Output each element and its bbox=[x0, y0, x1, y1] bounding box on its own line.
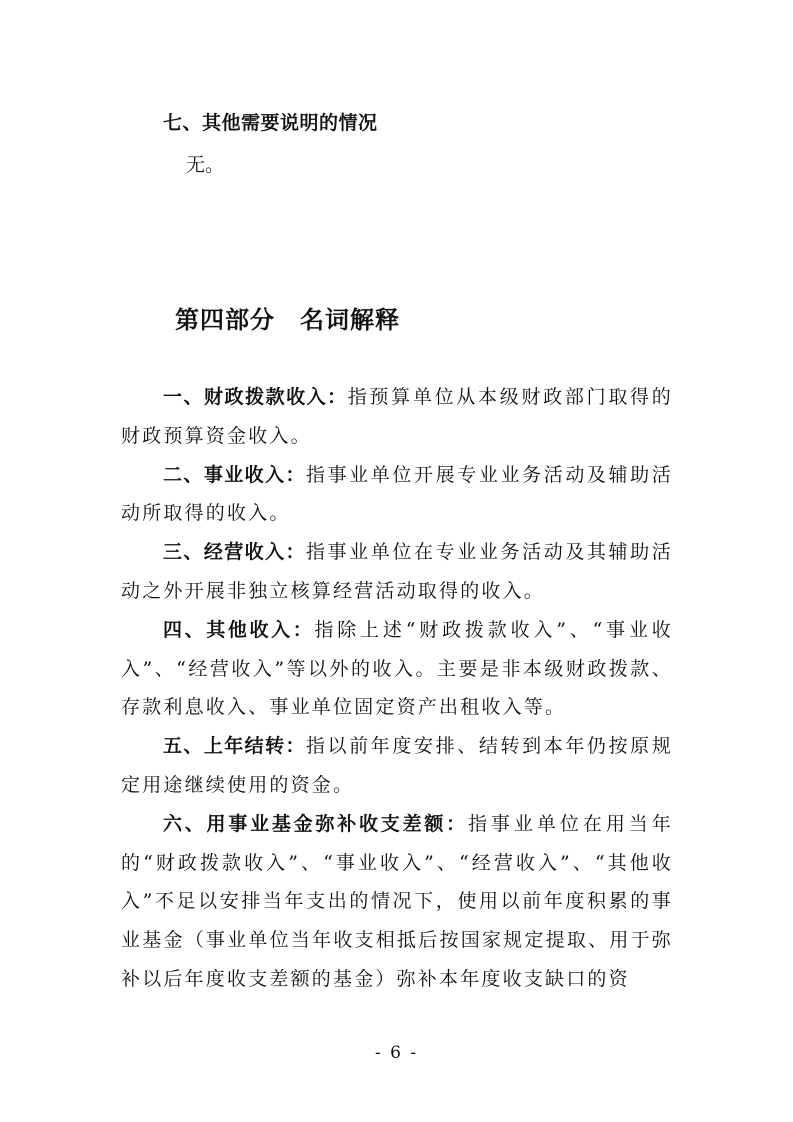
term-item bbox=[121, 533, 673, 611]
section-seven-heading: 七、其他需要说明的情况 bbox=[163, 112, 378, 134]
term-item bbox=[121, 805, 673, 999]
term-label: 六、用事业基金弥补收支差额： bbox=[163, 812, 468, 835]
term-label: 四、其他收入： bbox=[163, 618, 315, 641]
term-label: 一、财政拨款收入： bbox=[163, 386, 348, 408]
term-text: 指以前年度安排、结转到本年仍按原规定用途继续使用的资金。 bbox=[121, 735, 673, 796]
term-text: 指事业单位开展专业业务活动及辅助活动所取得的收入。 bbox=[121, 463, 673, 525]
term-text: 指事业单位在专业业务活动及其辅助活动之外开展非独立核算经营活动取得的收入。 bbox=[121, 541, 673, 602]
term-text: 指预算单位从本级财政部门取得的财政预算资金收入。 bbox=[121, 386, 673, 447]
page-number: - 6 - bbox=[374, 1043, 419, 1063]
term-text: 指事业单位在用当年的“财政拨款收入”、“事业收入”、“经营收入”、“其他收入”不足以安排当年支出的情况下，使用以前年度积累的事业基金（事业单位当年收支相抵后按国家规定提取、用于弥补以后年度收支差额的基金）弥补本年度收支缺口的资 bbox=[121, 812, 673, 990]
section-seven-content: 无。 bbox=[186, 154, 225, 176]
term-definitions bbox=[121, 378, 673, 999]
term-label: 三、经营收入： bbox=[163, 541, 306, 564]
part-four-title: 第四部分 名词解释 bbox=[175, 305, 400, 334]
term-text: 指除上述“财政拨款收入”、“事业收入”、“经营收入”等以外的收入。主要是非本级财政拨款、存款利息收入、事业单位固定资产出租收入等。 bbox=[121, 618, 673, 719]
term-item bbox=[121, 727, 673, 805]
term-item bbox=[121, 378, 673, 456]
term-label: 二、事业收入： bbox=[163, 463, 306, 486]
term-item bbox=[121, 611, 673, 727]
term-item bbox=[121, 456, 673, 534]
term-label: 五、上年结转： bbox=[163, 735, 306, 758]
